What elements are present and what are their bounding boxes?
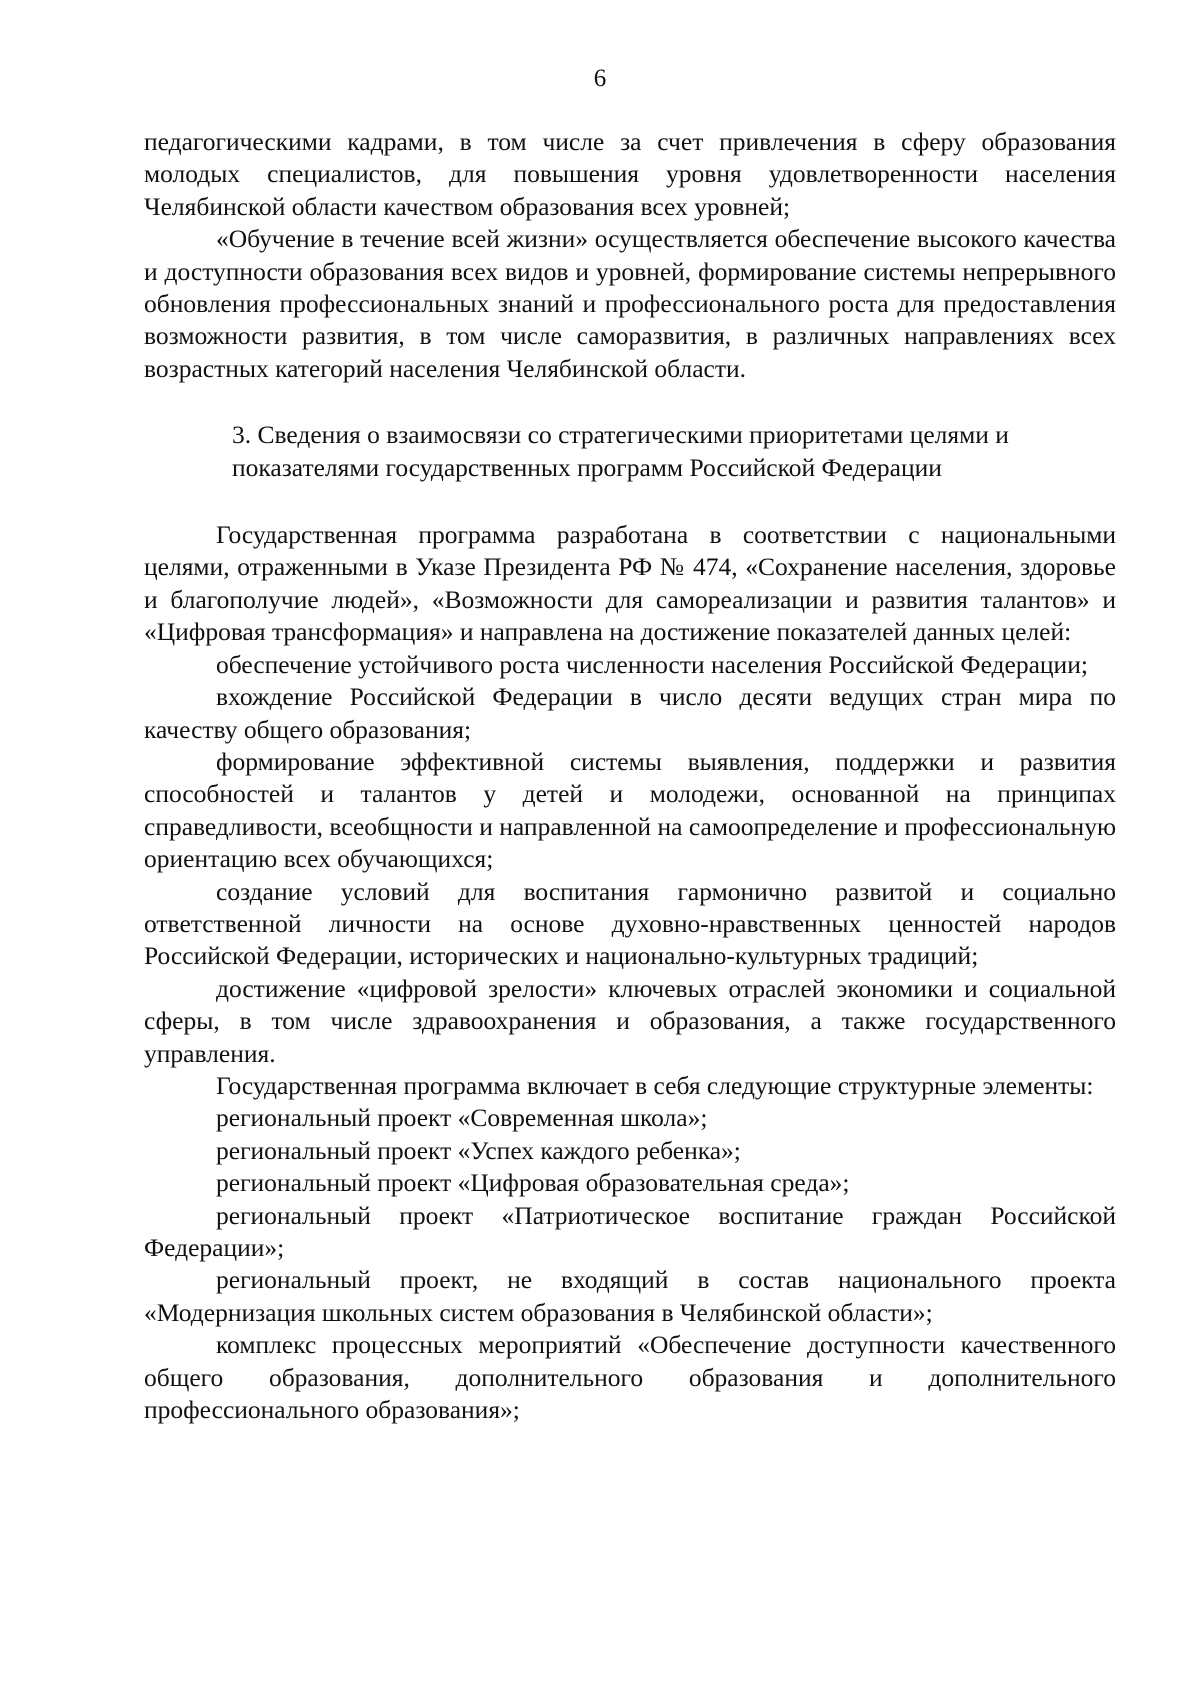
paragraph-continuation: педагогическими кадрами, в том числе за счет привлечения в сферу образования молодых специалистов, для повышения уровня удовлетворенности населения Челябинской области качеством образования всех уровней; — [144, 127, 1116, 221]
section-heading — [144, 419, 1064, 484]
paragraph-structural-elements: Государственная программа включает в себя следующие структурные элементы: — [216, 1070, 1094, 1100]
list-item-project: региональный проект, не входящий в состав национального проекта «Модернизация школьных систем образования в Челябинской области»; — [144, 1265, 1116, 1327]
page-number: 6 — [593, 65, 607, 92]
paragraph-lifelong-learning: «Обучение в течение всей жизни» осуществляется обеспечение высокого качества и доступности образования всех видов и уровней, формирование системы непрерывного обновления профессиональных знаний и профессионального роста для предоставления возможности развития, в том числе саморазвития, в различных направлениях всех возрастных категорий населения Челябинской области. — [144, 224, 1116, 383]
list-item-goal: обеспечение устойчивого роста численности населения Российской Федерации; — [216, 649, 1088, 679]
list-item-project: региональный проект «Успех каждого ребенка»; — [216, 1135, 741, 1165]
list-item-goal: вхождение Российской Федерации в число десяти ведущих стран мира по качеству общего образования; — [144, 682, 1116, 744]
spacer — [144, 484, 1116, 519]
list-item-project: региональный проект «Цифровая образовательная среда»; — [216, 1168, 850, 1198]
paragraph-program-intro: Государственная программа разработана в соответствии с национальными целями, отраженными в Указе Президента РФ № 474, «Сохранение населения, здоровье и благополучие людей», «Возможности для самореализации и развития талантов» и «Цифровая трансформация» и направлена на достижение показателей данных целей: — [144, 520, 1116, 647]
list-item-project: региональный проект «Современная школа»; — [216, 1103, 708, 1133]
list-item-process-complex: комплекс процессных мероприятий «Обеспечение доступности качественного общего образования, дополнительного образования и дополнительного профессионального образования»; — [144, 1330, 1116, 1425]
document-body — [144, 126, 1116, 1426]
list-item-goal: формирование эффективной системы выявления, поддержки и развития способностей и талантов у детей и молодежи, основанной на принципах справедливости, всеобщности и направленной на самоопределение и профессиональную ориентацию всех обучающихся; — [144, 746, 1116, 874]
section-heading-line-1: 3. Сведения о взаимосвязи со стратегическими приоритетами целями и — [232, 420, 1009, 450]
section-heading-line-2: показателями государственных программ Российской Федерации — [232, 452, 942, 482]
list-item-goal: создание условий для воспитания гармонично развитой и социально ответственной личности на основе духовно-нравственных ценностей народов Российской Федерации, исторических и национально-культурных традиций; — [144, 876, 1116, 971]
list-item-project: региональный проект «Патриотическое воспитание граждан Российской Федерации»; — [144, 1200, 1116, 1262]
spacer — [144, 385, 1116, 419]
list-item-goal: достижение «цифровой зрелости» ключевых отраслей экономики и социальной сферы, в том числе здравоохранения и образования, а также государственного управления. — [144, 973, 1116, 1068]
